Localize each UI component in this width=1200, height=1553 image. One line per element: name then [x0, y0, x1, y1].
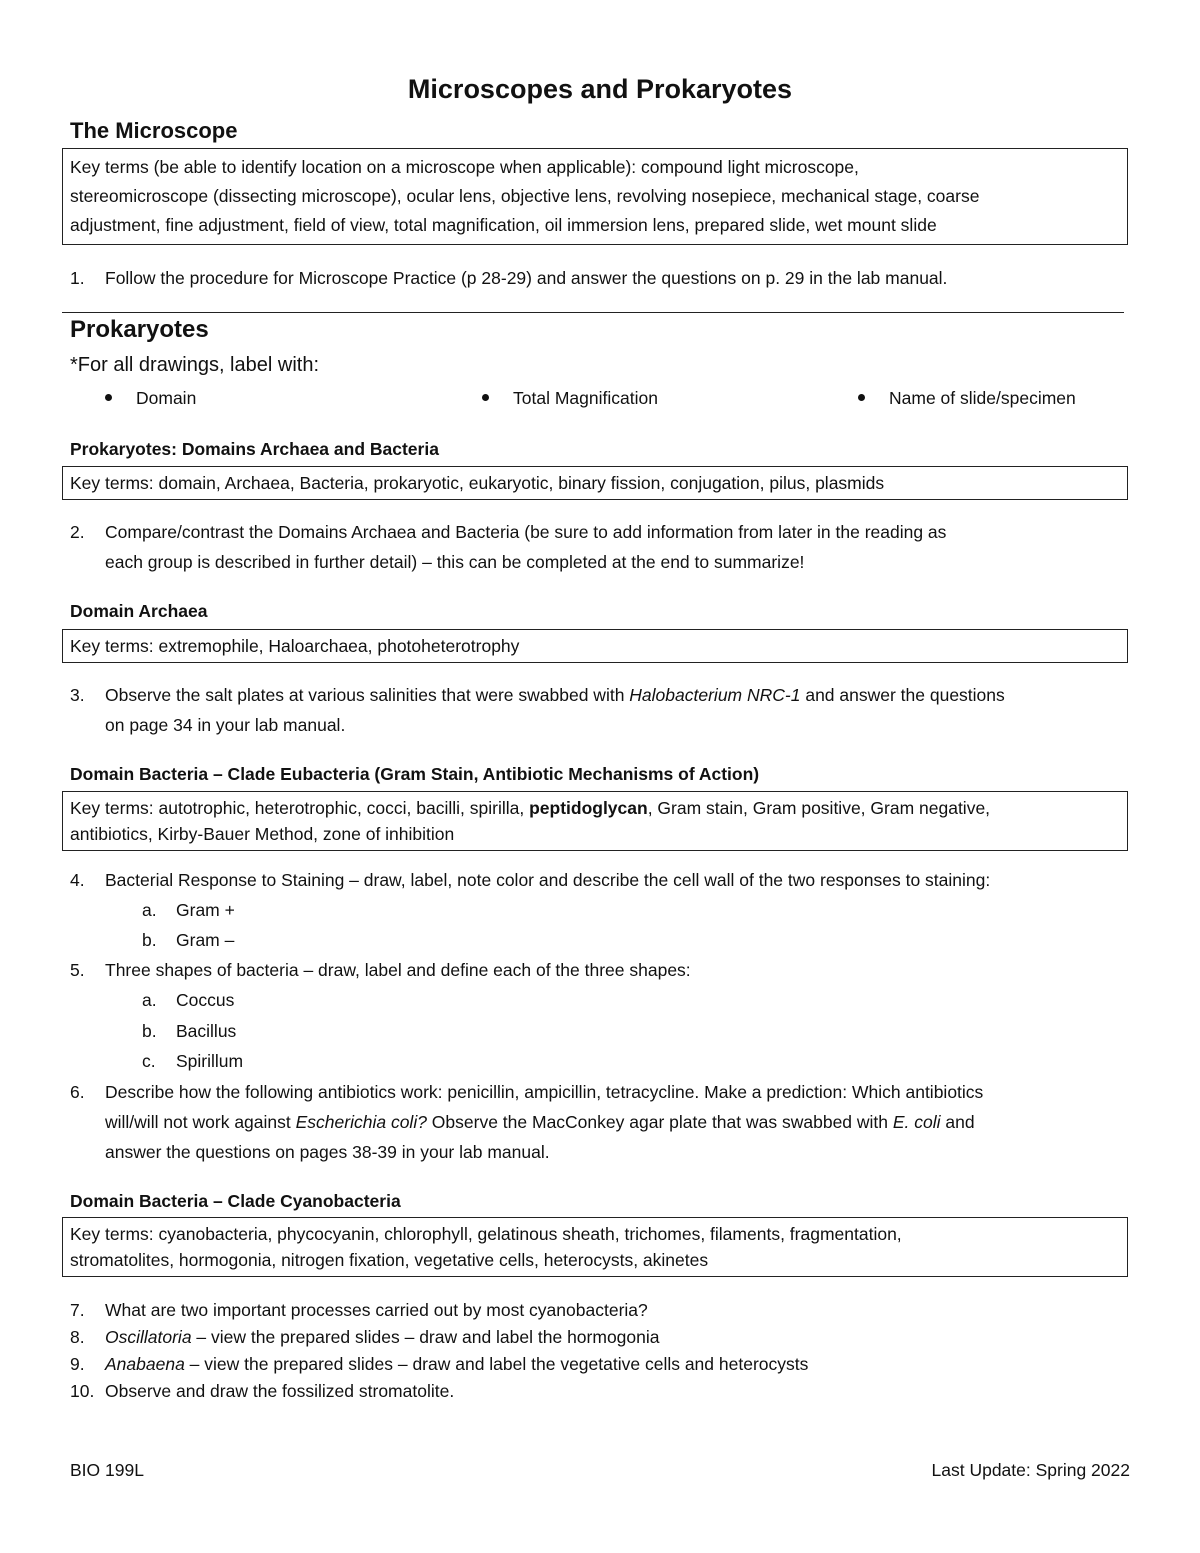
section-heading-microscope: The Microscope	[70, 118, 238, 143]
question-8	[0, 1324, 1200, 1352]
question-4	[0, 865, 1200, 895]
footer-course: BIO 199L	[70, 1460, 144, 1480]
bullet-icon	[105, 394, 112, 401]
question-text: Observe the salt plates at various salinities that were swabbed with Halobacterium NRC-1 and answer the questions on page 34 in your lab manual.	[105, 685, 1005, 735]
question-text: Observe and draw the fossilized stromatolite.	[105, 1381, 455, 1401]
question-text: Three shapes of bacteria – draw, label and define each of the three shapes:	[105, 960, 691, 980]
question-10	[0, 1378, 1200, 1406]
question-text: What are two important processes carried out by most cyanobacteria?	[105, 1300, 648, 1320]
key-terms-box-cyanobacteria: Key terms: cyanobacteria, phycocyanin, chlorophyll, gelatinous sheath, trichomes, filaments, fragmentation, stromatolites, hormogonia, nitrogen fixation, vegetative cells, heterocysts, akinetes	[62, 1217, 1128, 1277]
list-item: a. Coccus	[142, 990, 235, 1010]
key-terms-box-archaea-bacteria: Key terms: domain, Archaea, Bacteria, prokaryotic, eukaryotic, binary fission, conjugation, pilus, plasmids	[62, 466, 1128, 500]
list-item: c. Spirillum	[142, 1051, 244, 1071]
question-7	[0, 1297, 1200, 1325]
question-number: 6.	[70, 1082, 85, 1102]
key-terms-line: stereomicroscope (dissecting microscope), ocular lens, objective lens, revolving nosepiece, mechanical stage, coarse	[70, 186, 980, 206]
question-number: 3.	[70, 685, 85, 705]
question-text: Describe how the following antibiotics work: penicillin, ampicillin, tetracycline. Make a prediction: Which antibiotics will/will not work against Escherichia coli? Observe the MacConkey agar plate that was swabbed with E. coli and answer the questions on pages 38-39 in your lab manual.	[105, 1082, 984, 1162]
question-text: Oscillatoria – view the prepared slides – draw and label the hormogonia	[105, 1327, 660, 1347]
bullet-icon	[858, 394, 865, 401]
list-item: b. Gram –	[142, 930, 235, 950]
list-item: a. Gram +	[142, 900, 235, 920]
question-9	[0, 1351, 1200, 1379]
question-number: 9.	[70, 1354, 85, 1374]
question-3	[0, 680, 1200, 742]
question-5	[0, 955, 1200, 985]
bullet-slide-name: Name of slide/specimen	[858, 388, 1076, 409]
section-divider	[62, 312, 1124, 313]
question-text: Compare/contrast the Domains Archaea and Bacteria (be sure to add information from later in the reading as each group is described in further detail) – this can be completed at the end to summarize!	[105, 522, 947, 572]
bullet-domain: Domain	[105, 388, 196, 409]
drawing-label-note: *For all drawings, label with:	[70, 354, 319, 376]
question-text: Bacterial Response to Staining – draw, label, note color and describe the cell wall of the two responses to staining:	[105, 870, 991, 890]
key-terms-line: adjustment, fine adjustment, field of view, total magnification, oil immersion lens, prepared slide, wet mount slide	[70, 215, 937, 235]
key-terms-box-eubacteria: Key terms: autotrophic, heterotrophic, cocci, bacilli, spirilla, peptidoglycan, Gram stain, Gram positive, Gram negative, antibiotics, Kirby-Bauer Method, zone of inhibition	[62, 791, 1128, 851]
bullet-icon	[482, 394, 489, 401]
key-terms-line: Key terms (be able to identify location on a microscope when applicable): compound light microscope,	[70, 157, 859, 177]
question-number: 8.	[70, 1327, 85, 1347]
subheading-cyanobacteria: Domain Bacteria – Clade Cyanobacteria	[70, 1191, 401, 1211]
question-number: 5.	[70, 960, 85, 980]
question-text: Anabaena – view the prepared slides – draw and label the vegetative cells and heterocysts	[105, 1354, 809, 1374]
footer-last-update: Last Update: Spring 2022	[931, 1460, 1130, 1480]
question-1	[0, 263, 1200, 293]
key-terms-box-archaea: Key terms: extremophile, Haloarchaea, photoheterotrophy	[62, 629, 1128, 663]
subheading-archaea-bacteria: Prokaryotes: Domains Archaea and Bacteria	[70, 439, 439, 459]
section-heading-prokaryotes: Prokaryotes	[70, 316, 209, 343]
page-title: Microscopes and Prokaryotes	[407, 74, 793, 104]
question-6	[0, 1077, 1200, 1169]
question-number: 1.	[70, 268, 85, 288]
question-text: Follow the procedure for Microscope Practice (p 28-29) and answer the questions on p. 29 in the lab manual.	[105, 268, 948, 288]
question-number: 10.	[70, 1381, 95, 1401]
question-number: 7.	[70, 1300, 85, 1320]
subheading-archaea: Domain Archaea	[70, 601, 208, 621]
question-number: 4.	[70, 870, 85, 890]
key-terms-box-microscope	[62, 148, 1128, 245]
subheading-eubacteria: Domain Bacteria – Clade Eubacteria (Gram Stain, Antibiotic Mechanisms of Action)	[70, 764, 760, 784]
list-item: b. Bacillus	[142, 1021, 237, 1041]
question-number: 2.	[70, 522, 85, 542]
bullet-total-magnification: Total Magnification	[482, 388, 658, 409]
question-2	[0, 517, 1200, 579]
